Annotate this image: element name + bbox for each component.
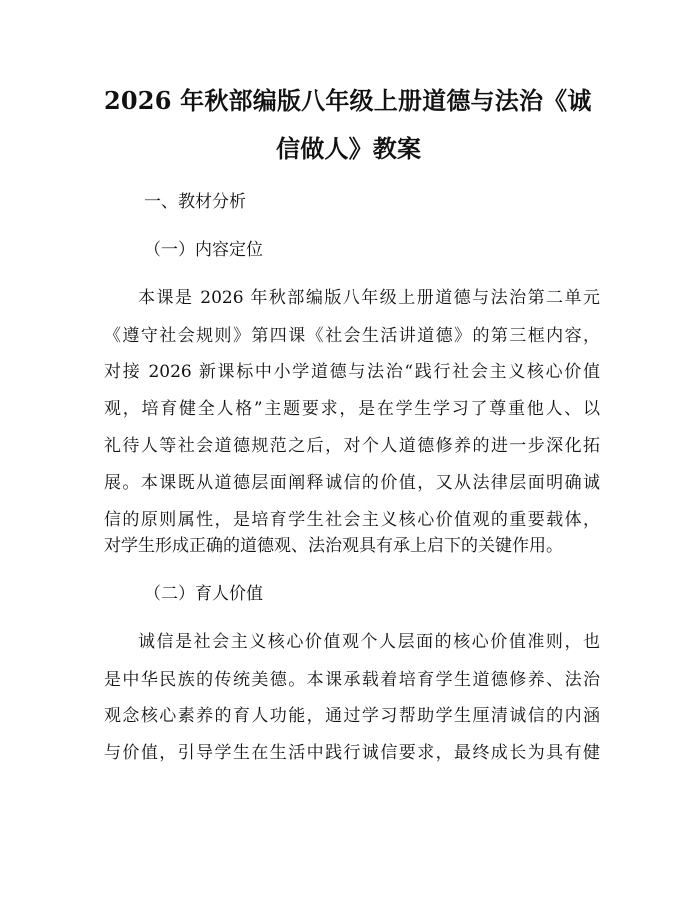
document-title-line-1: 2026 年秋部编版八年级上册道德与法治《诚 bbox=[104, 86, 592, 115]
paragraph-line: 本课是 2026 年秋部编版八年级上册道德与法治第二单元 bbox=[138, 288, 600, 308]
paragraph-line: 观念核心素养的育人功能，通过学习帮助学生厘清诚信的内涵 bbox=[104, 706, 600, 726]
paragraph-line: 对学生形成正确的道德观、法治观具有承上启下的关键作用。 bbox=[104, 536, 563, 556]
section-heading-textbook-analysis: 一、教材分析 bbox=[144, 192, 246, 212]
paragraph-line: 观，培育健全人格”主题要求，是在学生学习了尊重他人、以 bbox=[104, 399, 600, 419]
paragraph-line: 是中华民族的传统美德。本课承载着培育学生道德修养、法治 bbox=[104, 670, 600, 690]
paragraph-line: 诚信是社会主义核心价值观个人层面的核心价值准则，也 bbox=[138, 632, 600, 652]
paragraph-line: 信的原则属性，是培育学生社会主义核心价值观的重要载体， bbox=[104, 510, 600, 530]
subsection-heading-educational-value: （二）育人价值 bbox=[144, 584, 263, 604]
paragraph-line: 礼待人等社会道德规范之后，对个人道德修养的进一步深化拓 bbox=[104, 436, 600, 456]
paragraph-line: 与价值，引导学生在生活中践行诚信要求，最终成长为具有健 bbox=[104, 743, 600, 763]
document-title-line-2: 信做人》教案 bbox=[276, 134, 422, 163]
paragraph-line: 对接 2026 新课标中小学道德与法治“践行社会主义核心价值 bbox=[104, 362, 600, 382]
paragraph-line: 展。本课既从道德层面阐释诚信的价值，又从法律层面明确诚 bbox=[104, 473, 600, 493]
paragraph-line: 《遵守社会规则》第四课《社会生活讲道德》的第三框内容， bbox=[104, 326, 600, 346]
subsection-heading-content-positioning: （一）内容定位 bbox=[144, 240, 263, 260]
